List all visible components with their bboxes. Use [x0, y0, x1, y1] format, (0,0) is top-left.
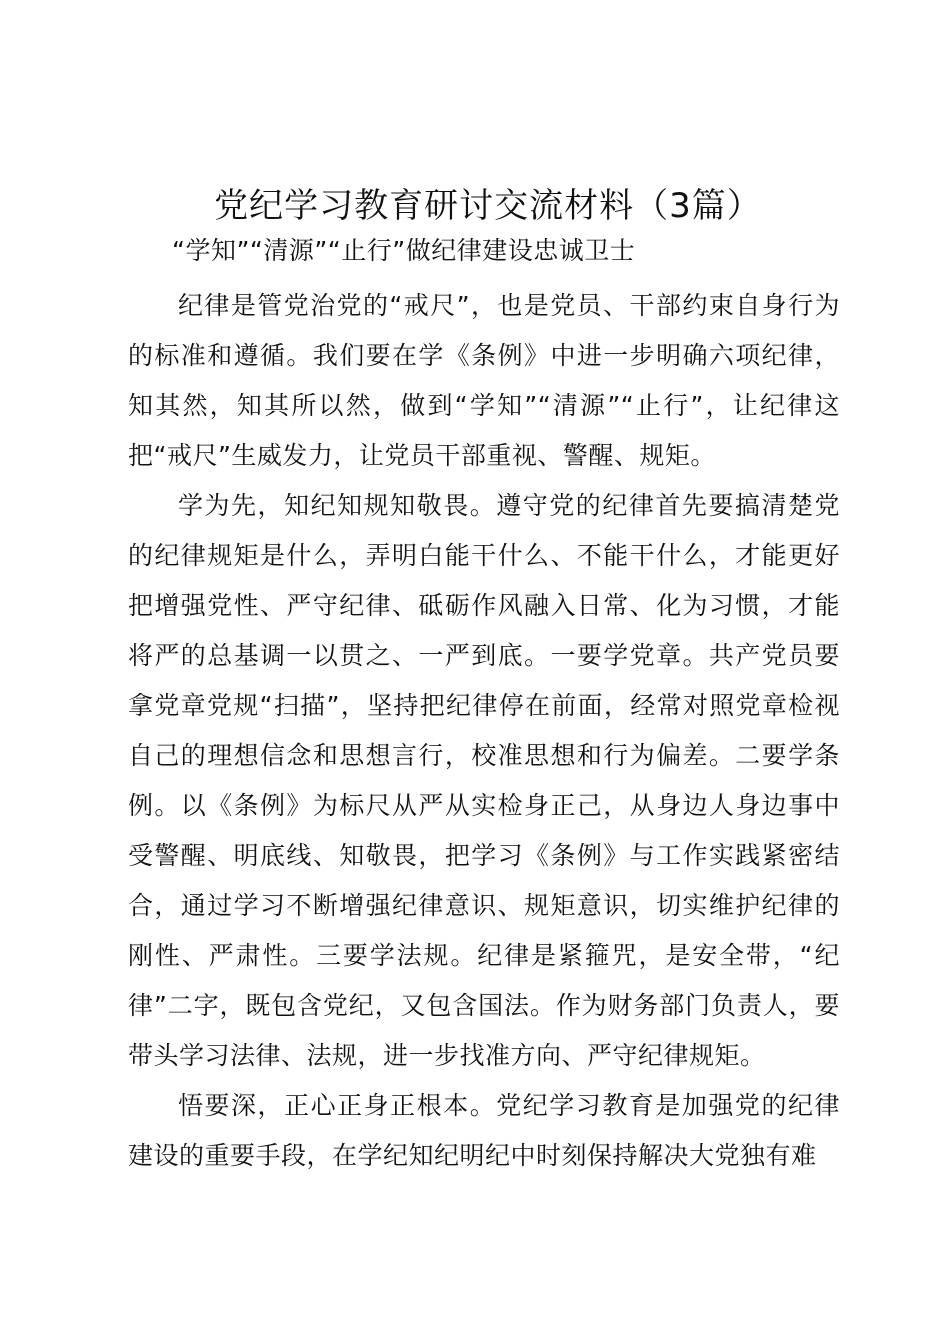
document-title: 党纪学习教育研讨交流材料（3篇） [214, 186, 762, 226]
paragraph-3: 悟要深，正心正身正根本。党纪学习教育是加强党的纪律建设的重要手段，在学纪知纪明纪中时刻保持解决大党独有难 [128, 1091, 840, 1170]
document-subtitle: “学知”“清源”“止行”做纪律建设忠诚卫士 [172, 236, 636, 265]
paragraph-1: 纪律是管党治党的“戒尺”，也是党员、干部约束自身行为的标准和遵循。我们要在学《条例》中进一步明确六项纪律，知其然，知其所以然，做到“学知”“清源”“止行”，让纪律这把“戒尺”生威发力，让党员干部重视、警醒、规矩。 [128, 291, 840, 470]
paragraph-2: 学为先，知纪知规知敬畏。遵守党的纪律首先要搞清楚党的纪律规矩是什么，弄明白能干什么、不能干什么，才能更好把增强党性、严守纪律、砥砺作风融入日常、化为习惯，才能将严的总基调一以贯之、一严到底。一要学党章。共产党员要拿党章党规“扫描”，坚持把纪律停在前面，经常对照党章检视自己的理想信念和思想言行，校准思想和行为偏差。二要学条例。以《条例》为标尺从严从实检身正己，从身边人身边事中受警醒、明底线、知敬畏，把学习《条例》与工作实践紧密结合，通过学习不断增强纪律意识、规矩意识，切实维护纪律的刚性、严肃性。三要学法规。纪律是紧箍咒，是安全带，“纪律”二字，既包含党纪，又包含国法。作为财务部门负责人，要带头学习法律、法规，进一步找准方向、严守纪律规矩。 [128, 491, 840, 1070]
